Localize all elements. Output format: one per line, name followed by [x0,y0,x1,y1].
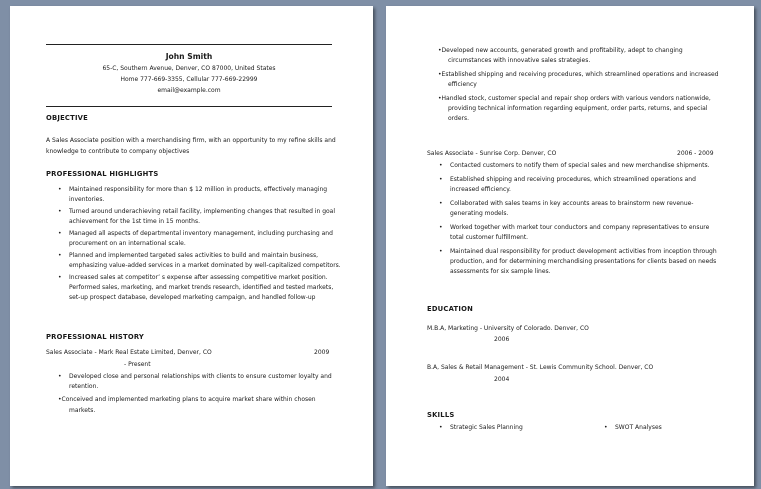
list-item [69,207,359,227]
education-1: M.B.A, Marketing - University of Colorado. Denver, CO [427,325,589,332]
list-item [69,185,359,205]
education-2-year: 2004 [494,376,510,383]
skills-list-right [615,423,735,433]
continued-line: •Handled stock, customer special and repair shop orders with various vendors nationwide, [438,95,711,102]
bullet-line: set-up prospect database, developed marketing campaign, and handled follow-up [69,294,316,301]
bullet-line: • Contacted customers to notify them of special sales and new merchandise shipments. [450,162,710,169]
email[interactable]: email@example.com [157,87,221,94]
list-item [450,247,740,277]
education-2: B.A, Sales & Retail Management - St. Lewis Community School. Denver, CO [427,364,654,371]
candidate-name: John Smith [165,52,213,61]
job1-bullets [69,372,359,392]
bullet-line: assessments for six sample lines. [450,268,551,275]
continued-line: •Developed new accounts, generated growth and profitability, adept to changing [438,47,683,54]
job2-dates: 2006 - 2009 [677,150,714,157]
bullet-line: emphasizing value-added services in a market dominated by well-capitalized competitors. [69,262,341,269]
objective-line-2: knowledge to contribute to company objectives [46,148,190,155]
resume-page-1 [10,6,373,486]
highlights-list [69,185,359,305]
job1-title: Sales Associate - Mark Real Estate Limited, Denver, CO [46,349,212,356]
bullet-line: • Increased sales at competitor’ s expense after assessing competitive market position. [69,274,328,281]
bullet-line: • Worked together with market tour conductors and company representatives to ensure [450,224,710,231]
bullet-line: • Planned and implemented targeted sales activities to build and maintain business, [69,252,318,259]
education-heading: EDUCATION [427,305,473,313]
continued-line: •Established shipping and receiving procedures, which streamlined operations and increased [438,71,719,78]
continued-line: providing technical information regarding equipment, order parts, returns, and special [448,105,708,112]
bullet-line: • Established shipping and receiving procedures, which streamlined operations and [450,176,696,183]
address: 65-C, Southern Avenue, Denver, CO 87000, United States [102,65,276,72]
skill-item: • Strategic Sales Planning [450,423,570,433]
job1-end: - Present [124,361,151,368]
phones: Home 777-669-3355, Cellular 777-669-22999 [120,76,258,83]
highlights-heading: PROFESSIONAL HIGHLIGHTS [46,170,159,178]
continued-bullets [438,46,738,124]
top-divider [46,44,332,45]
bullet-line: retention. [69,383,99,390]
bullet-line: achievement for the 1st time in 15 months. [69,218,200,225]
bullet-line: • Maintained responsibility for more than $ 12 million in products, effectively managing [69,186,328,193]
list-item [69,229,359,249]
list-item [69,273,359,303]
education-1-year: 2006 [494,336,510,343]
job1-start-year: 2009 [314,349,330,356]
skills-list-left [450,423,570,433]
list-item [69,372,359,392]
history-heading: PROFESSIONAL HISTORY [46,333,145,341]
job1-bullet2-line2: markets. [69,407,96,414]
bullet-line: • Maintained dual responsibility for product development activities from inception through [450,248,717,255]
list-item [450,199,740,219]
bullet-line: • Collaborated with sales teams in key accounts areas to brainstorm new revenue- [450,200,694,207]
list-item [450,161,740,171]
continued-line: circumstances with innovative sales strategies. [448,57,591,64]
bullet-line: procurement on an international scale. [69,240,186,247]
list-item [450,175,740,195]
bullet-line: production, and for determining merchandising presentations for clients based on needs [450,258,717,265]
continued-line: efficiency [448,81,477,88]
resume-page-2 [386,6,754,486]
bullet-line: inventories. [69,196,105,203]
list-item [69,251,359,271]
bullet-line: • Turned around underachieving retail facility, implementing changes that resulted in goal [69,208,336,215]
header-divider [46,106,332,107]
job2-bullets [450,161,740,281]
job2-title: Sales Associate - Sunrise Corp. Denver, CO [427,150,557,157]
objective-line-1: A Sales Associate position with a merchandising firm, with an opportunity to my refine skills and [46,137,336,144]
job1-bullet2-line1: •Conceived and implemented marketing plans to acquire market share within chosen [58,396,316,403]
bullet-line: • Managed all aspects of departmental inventory management, including purchasing and [69,230,333,237]
bullet-line: total customer fulfillment. [450,234,529,241]
skill-item: • SWOT Analyses [615,423,735,433]
objective-heading: OBJECTIVE [46,114,88,122]
bullet-line: generating models. [450,210,509,217]
continued-line: orders. [448,115,470,122]
bullet-line: • Developed close and personal relationships with clients to ensure customer loyalty and [69,373,332,380]
bullet-line: increased efficiency. [450,186,511,193]
skills-heading: SKILLS [427,411,455,419]
bullet-line: Performed sales, marketing, and market trends research, identified and tested markets, [69,284,334,291]
list-item [450,223,740,243]
